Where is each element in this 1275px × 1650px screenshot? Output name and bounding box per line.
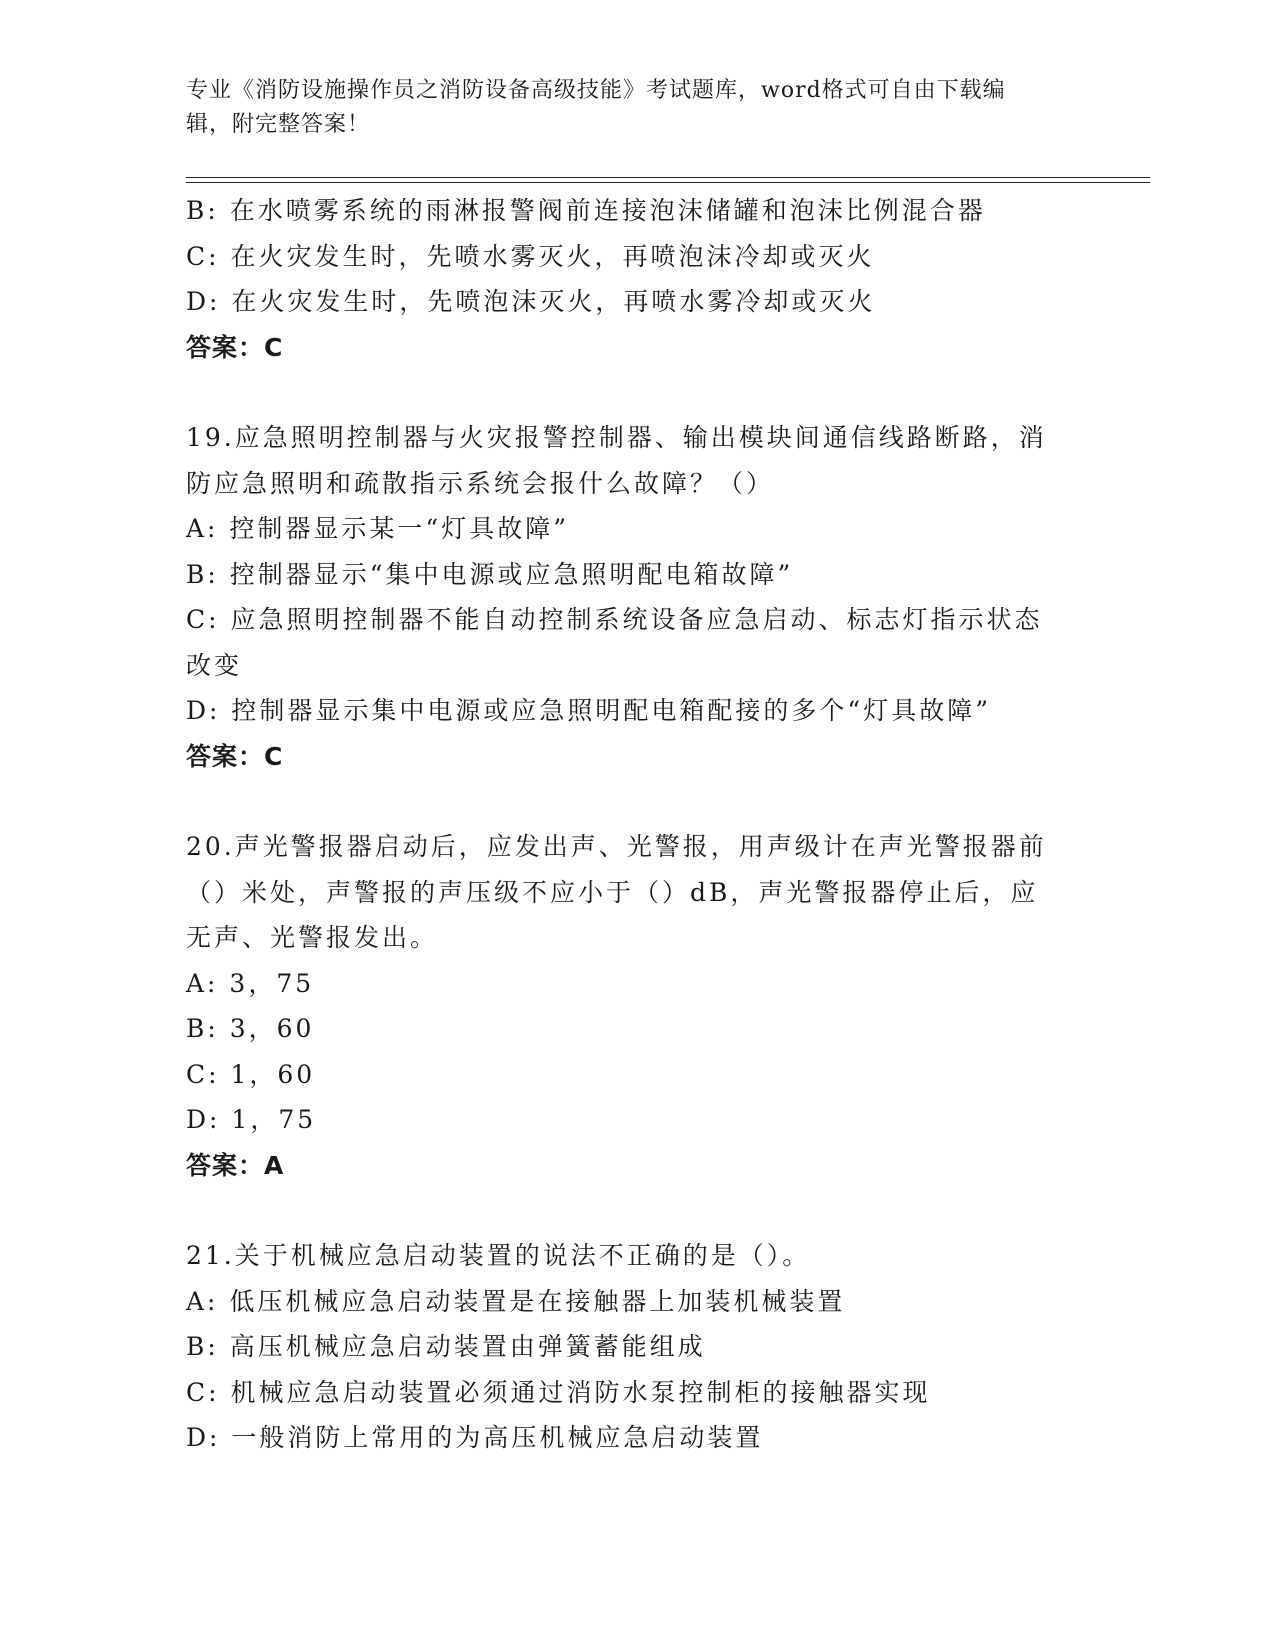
question-stem: 无声、光警报发出。: [186, 923, 439, 952]
option-c: C: 1，60: [186, 1059, 316, 1089]
header-line-2: 辑，附完整答案！: [186, 112, 371, 137]
answer: 答案：A: [186, 1150, 285, 1180]
option-b: B: 高压机械应急启动装置由弹簧蓄能组成: [186, 1332, 706, 1361]
question-21: [186, 1233, 1086, 1461]
answer: 答案：C: [186, 741, 284, 771]
question-19: [186, 415, 1086, 779]
option-d: D: 1，75: [186, 1105, 317, 1134]
question-20: [186, 824, 1086, 1188]
answer: 答案：C: [186, 332, 284, 362]
option-a: A: 低压机械应急启动装置是在接触器上加装机械装置: [186, 1286, 846, 1316]
option-a: A: 3，75: [186, 968, 315, 998]
option-d: D: 控制器显示集中电源或应急照明配电箱配接的多个“灯具故障”: [186, 696, 991, 725]
header-divider-bottom: [186, 182, 1150, 183]
question-18-remainder: [186, 188, 1086, 370]
document-header: [186, 74, 1066, 142]
question-stem: 19.应急照明控制器与火灾报警控制器、输出模块间通信线路断路，消: [186, 423, 1047, 452]
option-c: C: 应急照明控制器不能自动控制系统设备应急启动、标志灯指示状态: [186, 605, 1043, 634]
question-stem: 防应急照明和疏散指示系统会报什么故障？（）: [186, 468, 775, 498]
header-line-1: 专业《消防设施操作员之消防设备高级技能》考试题库，word格式可自由下载编: [186, 78, 1006, 103]
option-b: B: 控制器显示“集中电源或应急照明配电箱故障”: [186, 559, 794, 589]
header-divider-top: [186, 177, 1150, 178]
question-list: [186, 188, 1086, 1461]
option-c: C: 机械应急启动装置必须通过消防水泵控制柜的接触器实现: [186, 1377, 931, 1407]
question-stem: 20.声光警报器启动后，应发出声、光警报，用声级计在声光警报器前: [186, 832, 1047, 861]
question-stem: 21.关于机械应急启动装置的说法不正确的是（）。: [186, 1241, 811, 1270]
option-d: D: 在火灾发生时，先喷泡沫灭火，再喷水雾冷却或灭火: [186, 287, 876, 316]
option-d: D: 一般消防上常用的为高压机械应急启动装置: [186, 1423, 764, 1452]
option-c: C: 在火灾发生时，先喷水雾灭火，再喷泡沫冷却或灭火: [186, 241, 875, 271]
option-a: A: 控制器显示某一“灯具故障”: [186, 514, 569, 543]
option-b: B: 在水喷雾系统的雨淋报警阀前连接泡沫储罐和泡沫比例混合器: [186, 196, 986, 225]
option-c-continued: 改变: [186, 650, 243, 680]
question-stem: （）米处，声警报的声压级不应小于（）dB，声光警报器停止后，应: [186, 877, 1039, 907]
option-b: B: 3，60: [186, 1014, 315, 1043]
